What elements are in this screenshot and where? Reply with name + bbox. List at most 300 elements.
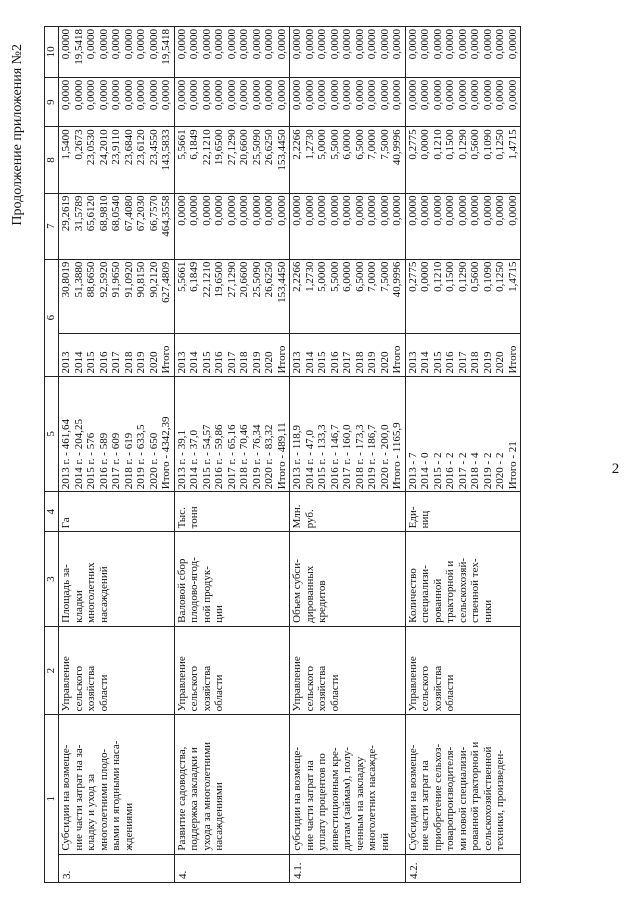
responsible-org <box>290 626 406 715</box>
column-10-values-line: 0,0000 <box>341 29 353 60</box>
column-10-values-line: 0,0000 <box>60 29 72 60</box>
header-col-3: 3 <box>45 532 59 626</box>
column-7-values-line: 0,0000 <box>328 195 341 226</box>
planned-values-line: 2015 г. - 54,57 <box>200 424 213 490</box>
column-10-values-line: 0,0000 <box>275 29 288 60</box>
column-10-values-line: 0,0000 <box>391 29 403 60</box>
column-10-values-line: 0,0000 <box>378 29 391 60</box>
column-9-values-line: 0,0000 <box>419 79 431 111</box>
measure-name-line: ми новой специализи- <box>456 746 469 851</box>
funding-years-line: 2017 <box>341 351 353 374</box>
indicator-name-line: насаждений <box>97 566 110 623</box>
responsible-org-line: сельского <box>419 666 431 712</box>
total-funding-line: 0,1250 <box>494 261 506 292</box>
planned-values-line: 2019 г. - 633,5 <box>135 424 147 490</box>
column-8-values-line: 26,6250 <box>263 129 275 166</box>
column-10-values-line: 0,0000 <box>147 29 160 60</box>
column-7-values-line: 66,7570 <box>147 195 160 232</box>
column-8-values-line: 7,0000 <box>366 129 378 160</box>
total-funding-line: 2,2266 <box>291 261 303 292</box>
column-9-values-line: 0,0000 <box>175 79 188 111</box>
funding-years-line: 2017 <box>225 351 238 374</box>
measure-name-line: ние части затрат на <box>303 760 316 851</box>
column-7-values-line: 464,3558 <box>160 195 172 237</box>
indicator-name-line: кредитов <box>316 580 328 623</box>
measure-name <box>59 715 175 854</box>
column-7-values-line: 67,4080 <box>122 195 135 232</box>
funding-years-line: 2015 <box>316 351 328 374</box>
measure-name-line: товаропроизводителя- <box>444 746 456 851</box>
total-funding-line: 5,5661 <box>175 261 188 292</box>
planned-values-line: 2014 г. - 37,0 <box>188 430 200 490</box>
total-funding-line: 6,0000 <box>341 261 353 292</box>
total-funding-line: 27,1290 <box>225 261 238 298</box>
responsible-org-line: области <box>328 674 341 712</box>
responsible-org <box>59 626 175 715</box>
column-9-values-line: 0,0000 <box>213 79 225 111</box>
measure-name-line: рованной тракторной и <box>469 741 481 851</box>
responsible-org-line: хозяйства <box>200 665 213 712</box>
planned-values-line: 2017 г. - 160,0 <box>341 424 353 490</box>
column-7-values-line: 0,0000 <box>291 195 303 226</box>
measure-name-line: ние части затрат на за- <box>72 744 85 851</box>
total-funding-line: 91,9650 <box>110 261 122 298</box>
funding-years-line: 2019 <box>135 351 147 374</box>
column-8-values-line: 20,6600 <box>238 129 250 166</box>
column-8-values <box>174 127 290 193</box>
column-10-values-line: 0,0000 <box>250 29 263 60</box>
responsible-org-line: Управление <box>406 656 419 712</box>
responsible-org-line: хозяйства <box>85 665 97 712</box>
column-10-values-line: 0,0000 <box>135 29 147 60</box>
responsible-org-line: хозяйства <box>316 665 328 712</box>
header-col-6: 6 <box>45 259 59 376</box>
total-funding <box>59 259 175 333</box>
column-10-values-line: 0,0000 <box>419 29 431 60</box>
funding-years-line: 2013 <box>60 351 72 374</box>
column-9-values-line: 0,0000 <box>160 79 172 111</box>
column-7-values-line: 0,0000 <box>494 195 506 226</box>
column-10-values <box>59 27 175 78</box>
planned-values-line: 2016 - 2 <box>444 452 456 490</box>
responsible-org <box>405 626 521 715</box>
measure-name <box>174 715 290 854</box>
column-8-values-line: 27,1290 <box>225 129 238 166</box>
column-7-values-line: 0,0000 <box>275 195 288 226</box>
column-10-values-line: 19,5418 <box>160 29 172 65</box>
column-7-values-line: 65,6120 <box>85 195 97 232</box>
column-7-values-line: 0,0000 <box>431 195 444 226</box>
column-7-values <box>405 193 521 259</box>
column-8-values-line: 7,5000 <box>378 129 391 160</box>
funding-years <box>290 334 406 377</box>
column-10-values-line: 0,0000 <box>431 29 444 60</box>
column-7-values-line: 0,0000 <box>469 195 481 226</box>
indicator-name <box>174 532 290 626</box>
total-funding-line: 25,5090 <box>250 261 263 298</box>
indicator-name <box>405 532 521 626</box>
planned-values-line: 2019 г. - 76,34 <box>250 424 263 490</box>
column-8-values-line: 0,1090 <box>481 129 494 160</box>
measure-name <box>290 715 406 854</box>
planned-values-line: Итого - 489,11 <box>275 422 288 490</box>
column-10-values-line: 0,0000 <box>353 29 366 60</box>
planned-values-line: 2014 - 0 <box>419 452 431 490</box>
responsible-org-line: сельского <box>72 666 85 712</box>
column-8-values-line: 0,1250 <box>494 129 506 160</box>
column-10-values-line: 19,5418 <box>72 29 85 65</box>
column-7-values-line: 31,5789 <box>72 195 85 232</box>
column-10-values-line: 0,0000 <box>494 29 506 60</box>
indicator-name <box>59 532 175 626</box>
measure-name-line: ченным на закладку <box>353 756 366 851</box>
table-row <box>174 27 290 883</box>
planned-values-line: 2020 г. - 83,32 <box>263 424 275 490</box>
planned-values <box>290 376 406 492</box>
column-8-values-line: 23,6840 <box>122 129 135 166</box>
total-funding-line: 0,2775 <box>406 261 419 292</box>
funding-years <box>59 334 175 377</box>
column-10-values <box>174 27 290 78</box>
total-funding-line: 20,6600 <box>238 261 250 298</box>
funding-years-line: 2019 <box>481 351 494 374</box>
funding-years-line: 2017 <box>456 351 469 374</box>
measure-name-line: Развитие садоводства, <box>175 746 188 851</box>
header-col-5: 5 <box>45 376 59 492</box>
column-7-values-line: 0,0000 <box>378 195 391 226</box>
column-9-values-line: 0,0000 <box>263 79 275 111</box>
responsible-org-line: области <box>97 674 110 712</box>
column-8-values-line: 0,0000 <box>419 129 431 160</box>
measure-name-line: уплату процентов по <box>316 753 328 851</box>
total-funding-line: 7,5000 <box>378 261 391 292</box>
column-9-values-line: 0,0000 <box>85 79 97 111</box>
planned-values <box>174 376 290 492</box>
planned-values-line: 2020 - 2 <box>494 452 506 490</box>
funding-years-line: 2019 <box>366 351 378 374</box>
funding-years-line: 2020 <box>263 351 275 374</box>
column-9-values <box>174 77 290 127</box>
planned-values-line: 2013 г. - 39,1 <box>175 430 188 490</box>
column-7-values-line: 0,0000 <box>200 195 213 226</box>
unit-of-measure-line: Тыс. <box>175 507 188 529</box>
column-8-values-line: 23,9110 <box>110 129 122 165</box>
column-7-values-line: 67,2030 <box>135 195 147 232</box>
table-row <box>59 27 175 883</box>
column-10-values-line: 0,0000 <box>303 29 316 60</box>
planned-values-line: 2017 г. - 65,16 <box>225 424 238 490</box>
column-7-values-line: 0,0000 <box>213 195 225 226</box>
row-number: 4. <box>174 854 290 882</box>
column-8-values-line: 0,5600 <box>469 129 481 160</box>
funding-years-line: 2016 <box>213 351 225 374</box>
column-9-values-line: 0,0000 <box>481 79 494 111</box>
planned-values-line: 2013 г. - 118,9 <box>291 424 303 490</box>
column-7-values-line: 0,0000 <box>225 195 238 226</box>
column-10-values-line: 0,0000 <box>110 29 122 60</box>
column-7-values-line: 0,0000 <box>366 195 378 226</box>
page-number: 2 <box>611 460 620 477</box>
funding-years <box>174 334 290 377</box>
indicator-name-line: Валовой сбор <box>175 558 188 623</box>
planned-values-line: 2018 - 4 <box>469 452 481 490</box>
column-9-values-line: 0,0000 <box>494 79 506 111</box>
column-7-values-line: 0,0000 <box>238 195 250 226</box>
funding-years-line: 2016 <box>444 351 456 374</box>
measure-name-line: многолетних насажде- <box>366 745 378 851</box>
column-9-values-line: 0,0000 <box>406 79 419 111</box>
planned-values-line: 2013 - 7 <box>406 452 419 490</box>
column-7-values-line: 0,0000 <box>391 195 403 226</box>
column-7-values-line: 0,0000 <box>419 195 431 226</box>
column-7-values <box>174 193 290 259</box>
funding-years-line: 2015 <box>431 351 444 374</box>
unit-of-measure-line: Га <box>60 517 72 529</box>
planned-values-line: 2020 г. - 650 <box>147 432 160 490</box>
funding-years-line: 2020 <box>494 351 506 374</box>
column-9-values-line: 0,0000 <box>469 79 481 111</box>
measure-name-line: инвестиционным кре- <box>328 747 341 851</box>
column-9-values-line: 0,0000 <box>72 79 85 111</box>
column-10-values <box>405 27 521 78</box>
indicator-name-line: дированных <box>303 565 316 623</box>
total-funding-line: 91,0920 <box>122 261 135 298</box>
measure-name-line: ухода за многолетними <box>200 741 213 851</box>
total-funding-line: 627,4809 <box>160 261 172 303</box>
funding-years-line: 2015 <box>200 351 213 374</box>
column-10-values-line: 0,0000 <box>366 29 378 60</box>
unit-of-measure-line: Млн. <box>291 504 303 529</box>
total-funding <box>174 259 290 333</box>
funding-years-line: 2018 <box>469 351 481 374</box>
funding-years-line: 2018 <box>238 351 250 374</box>
total-funding-line: 0,5600 <box>469 261 481 292</box>
column-8-values-line: 25,5090 <box>250 129 263 166</box>
column-7-values-line: 0,0000 <box>263 195 275 226</box>
indicator-name <box>290 532 406 626</box>
funding-years-line: 2013 <box>406 351 419 374</box>
column-8-values-line: 0,1500 <box>444 129 456 160</box>
column-10-values-line: 0,0000 <box>238 29 250 60</box>
funding-years-line: 2020 <box>147 351 160 374</box>
column-9-values-line: 0,0000 <box>60 79 72 111</box>
column-9-values-line: 0,0000 <box>147 79 160 111</box>
column-8-values-line: 0,1290 <box>456 129 469 160</box>
column-10-values-line: 0,0000 <box>328 29 341 60</box>
column-7-values <box>59 193 175 259</box>
total-funding-line: 90,2120 <box>147 261 160 298</box>
total-funding <box>290 259 406 333</box>
column-10-values-line: 0,0000 <box>456 29 469 60</box>
planned-values-line: 2015 г. - 133,3 <box>316 424 328 490</box>
funding-years-line: 2017 <box>110 351 122 374</box>
planned-values-line: 2016 г. - 589 <box>97 432 110 490</box>
funding-years-line: 2013 <box>175 351 188 374</box>
planned-values-line: 2019 г. - 186,7 <box>366 424 378 490</box>
total-funding-line: 1,4715 <box>506 261 519 292</box>
column-10-values-line: 0,0000 <box>444 29 456 60</box>
column-9-values-line: 0,0000 <box>378 79 391 111</box>
indicator-name-line: Объем субси- <box>291 559 303 623</box>
continuation-title: Продолжение приложения №2 <box>10 44 25 226</box>
column-8-values-line: 22,1210 <box>200 129 213 166</box>
measure-name-line: насаждениями <box>213 782 225 851</box>
measure-name-line: субсидии на возмеще- <box>291 746 303 851</box>
header-col-7: 7 <box>45 193 59 259</box>
column-8-values-line: 0,2775 <box>406 129 419 160</box>
total-funding-line: 1,2730 <box>303 261 316 292</box>
indicator-name-line: специализи- <box>419 565 431 623</box>
planned-values-line: 2019 - 2 <box>481 452 494 490</box>
column-7-values-line: 0,0000 <box>406 195 419 226</box>
column-8-values-line: 5,5000 <box>328 129 341 160</box>
responsible-org-line: Управление <box>60 656 72 712</box>
column-8-values-line: 5,0000 <box>316 129 328 160</box>
column-7-values-line: 68,9810 <box>97 195 110 232</box>
column-9-values-line: 0,0000 <box>238 79 250 111</box>
column-9-values-line: 0,0000 <box>456 79 469 111</box>
column-10-values-line: 0,0000 <box>97 29 110 60</box>
measure-name-line: сельскохозяйственной <box>481 746 494 851</box>
planned-values-line: 2014 г. - 47,0 <box>303 430 316 490</box>
responsible-org-line: Управление <box>291 656 303 712</box>
table-row <box>405 27 521 883</box>
column-9-values-line: 0,0000 <box>275 79 288 111</box>
column-7-values-line: 0,0000 <box>175 195 188 226</box>
total-funding-line: 22,1210 <box>200 261 213 298</box>
planned-values-line: 2015 г. - 576 <box>85 432 97 490</box>
column-8-values-line: 2,2266 <box>291 129 303 160</box>
column-10-values-line: 0,0000 <box>175 29 188 60</box>
total-funding-line: 0,1290 <box>456 261 469 292</box>
total-funding <box>405 259 521 333</box>
total-funding-line: 7,0000 <box>366 261 378 292</box>
column-7-values-line: 0,0000 <box>456 195 469 226</box>
total-funding-line: 5,0000 <box>316 261 328 292</box>
column-9-values-line: 0,0000 <box>97 79 110 111</box>
indicator-name-line: сельскохозяй- <box>456 557 469 623</box>
column-9-values <box>59 77 175 127</box>
column-8-values-line: 19,6500 <box>213 129 225 166</box>
indicator-name-line: рованной <box>431 578 444 623</box>
indicator-name-line: Площадь за- <box>60 564 72 623</box>
column-9-values-line: 0,0000 <box>291 79 303 111</box>
column-8-values-line: 6,1849 <box>188 129 200 160</box>
table-row <box>290 27 406 883</box>
measure-name-line: поддержка закладки и <box>188 747 200 851</box>
column-7-values-line: 0,0000 <box>316 195 328 226</box>
column-9-values-line: 0,0000 <box>506 79 519 111</box>
funding-years-line: Итого <box>391 345 403 374</box>
total-funding-line: 0,1210 <box>431 261 444 292</box>
measure-name-line: выми и ягодными наса- <box>110 740 122 851</box>
indicator-name-line: кладки <box>72 590 85 623</box>
funding-years-line: 2016 <box>328 351 341 374</box>
responsible-org-line: сельского <box>188 666 200 712</box>
planned-values-line: 2016 г. - 146,7 <box>328 424 341 490</box>
column-9-values-line: 0,0000 <box>391 79 403 111</box>
column-8-values-line: 23,6120 <box>135 129 147 166</box>
column-9-values <box>405 77 521 127</box>
program-table <box>44 26 521 883</box>
column-7-values-line: 0,0000 <box>353 195 366 226</box>
column-8-values <box>290 127 406 193</box>
column-10-values-line: 0,0000 <box>188 29 200 60</box>
column-9-values-line: 0,0000 <box>316 79 328 111</box>
responsible-org-line: хозяйства <box>431 665 444 712</box>
column-7-values-line: 0,0000 <box>188 195 200 226</box>
column-9-values-line: 0,0000 <box>188 79 200 111</box>
planned-values-line: 2016 г. - 59,86 <box>213 424 225 490</box>
column-8-values-line: 1,5400 <box>60 129 72 160</box>
funding-years-line: 2014 <box>72 351 85 374</box>
column-10-values-line: 0,0000 <box>225 29 238 60</box>
total-funding-line: 6,5000 <box>353 261 366 292</box>
responsible-org <box>174 626 290 715</box>
column-7-values <box>290 193 406 259</box>
indicator-name-line: ники <box>481 599 494 623</box>
total-funding-line: 90,8150 <box>135 261 147 298</box>
column-10-values-line: 0,0000 <box>85 29 97 60</box>
responsible-org-line: сельского <box>303 666 316 712</box>
measure-name-line: кладку и уход за <box>85 773 97 851</box>
total-funding-line: 0,1500 <box>444 261 456 292</box>
column-8-values-line: 23,4550 <box>147 129 160 166</box>
indicator-name-line: ной продук- <box>200 566 213 623</box>
column-9-values <box>290 77 406 127</box>
column-9-values-line: 0,0000 <box>250 79 263 111</box>
unit-of-measure-line: ниц <box>419 510 431 529</box>
planned-values <box>405 376 521 492</box>
planned-values-line: Итого - 21 <box>506 441 519 490</box>
column-10-values-line: 0,0000 <box>506 29 519 60</box>
column-9-values-line: 0,0000 <box>303 79 316 111</box>
measure-name-line: дитам (займам), полу- <box>341 747 353 851</box>
measure-name-line: Субсидии на возмеще- <box>406 744 419 851</box>
total-funding-line: 6,1849 <box>188 261 200 292</box>
funding-years-line: 2013 <box>291 351 303 374</box>
column-8-values-line: 0,2673 <box>72 129 85 160</box>
header-row <box>45 27 59 883</box>
total-funding-line: 26,6250 <box>263 261 275 298</box>
planned-values-line: 2020 г. - 200,0 <box>378 424 391 490</box>
measure-name-line: ждениями <box>122 802 135 851</box>
column-10-values-line: 0,0000 <box>291 29 303 60</box>
total-funding-line: 88,6650 <box>85 261 97 298</box>
unit-of-measure-line: Еди- <box>406 506 419 529</box>
column-8-values-line: 5,5661 <box>175 129 188 160</box>
funding-years <box>405 334 521 377</box>
column-10-values-line: 0,0000 <box>122 29 135 60</box>
planned-values-line: 2014 г. - 204,25 <box>72 419 85 490</box>
funding-years-line: Итого <box>160 345 172 374</box>
unit-of-measure <box>290 492 406 532</box>
column-9-values-line: 0,0000 <box>444 79 456 111</box>
indicator-name-line: ственной тех- <box>469 558 481 623</box>
column-7-values-line: 68,0540 <box>110 195 122 232</box>
funding-years-line: 2016 <box>97 351 110 374</box>
planned-values-line: 2017 - 2 <box>456 452 469 490</box>
unit-of-measure-line: тонн <box>188 506 200 529</box>
column-9-values-line: 0,0000 <box>225 79 238 111</box>
responsible-org-line: области <box>444 674 456 712</box>
planned-values <box>59 376 175 492</box>
header-col-9: 9 <box>45 77 59 127</box>
header-col-1: 1 <box>45 715 59 883</box>
measure-name-line: техники, произведен- <box>494 750 506 851</box>
unit-of-measure <box>174 492 290 532</box>
funding-years-line: 2014 <box>188 351 200 374</box>
